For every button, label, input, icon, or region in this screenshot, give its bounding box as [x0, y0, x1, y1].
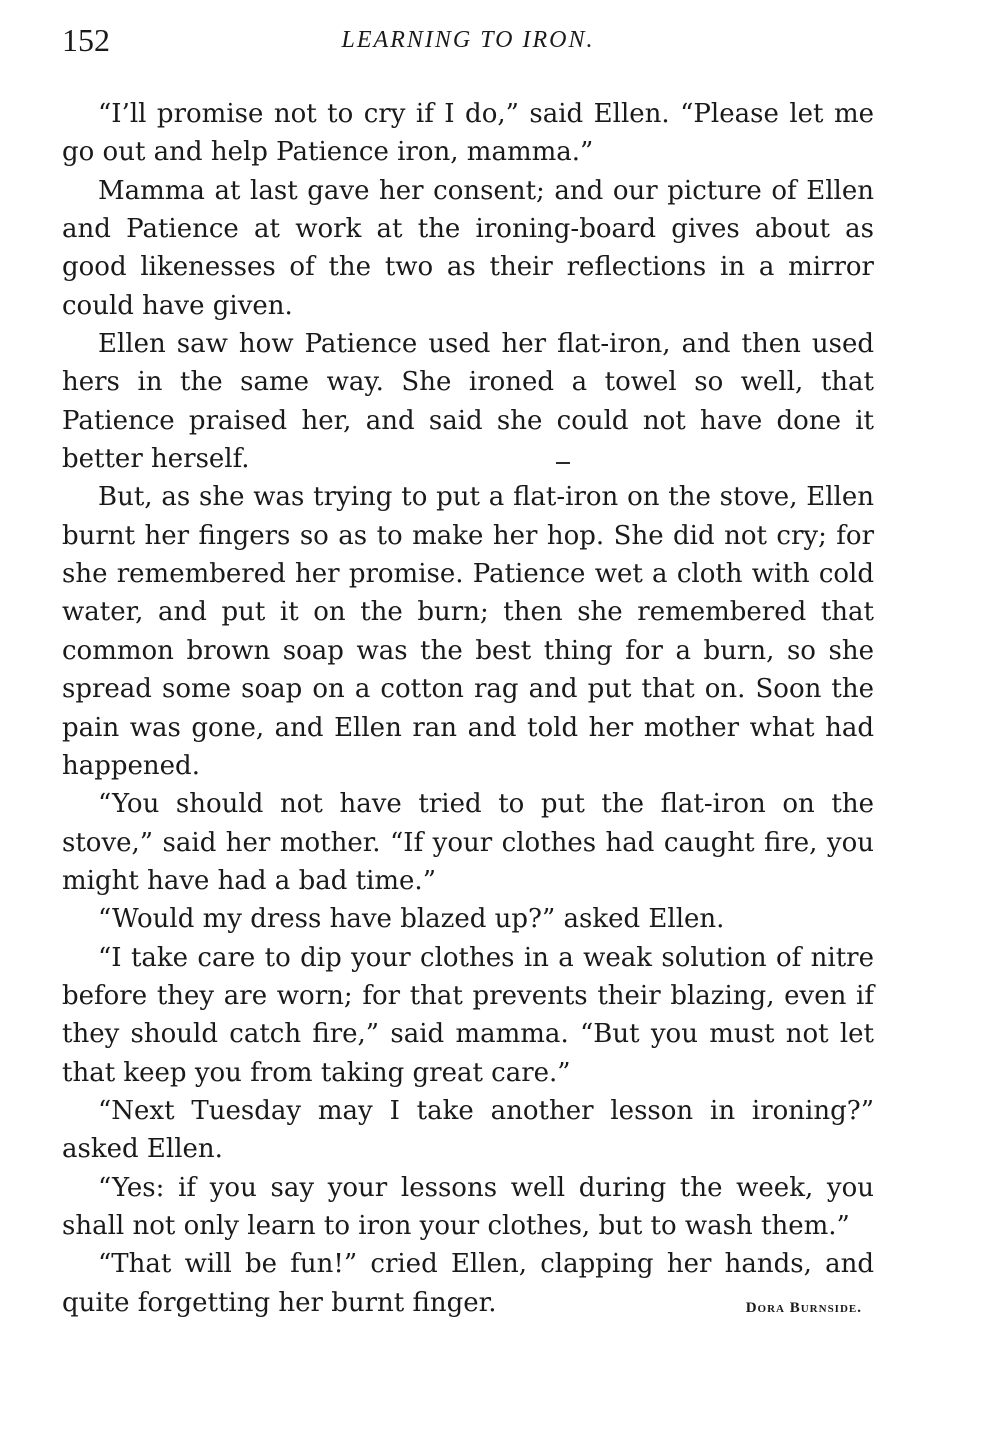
page-number: 152 [62, 22, 110, 58]
paragraph-6: “Would my dress have blazed up?” asked Ellen. [98, 904, 725, 935]
paragraph-2: Mamma at last gave her consent; and our picture of Ellen and Patience at work at the ironing-board gives about as good likenesses of the two as their reflections in a mirror could have given. [62, 175, 874, 321]
paragraph-3: Ellen saw how Patience used her flat-iron, and then used hers in the same way. She ironed a towel so well, that Patience praised her, and said she could not have done it better herself. [62, 329, 874, 475]
closing-paragraph-row [62, 1245, 874, 1322]
story-text [62, 95, 874, 1322]
paragraph-9: “Yes: if you say your lessons well during the week, you shall not only learn to iron your clothes, but to wash them.” [62, 1172, 874, 1241]
paragraph-5: “You should not have tried to put the flat-iron on the stove,” said her mother. “If your clothes had caught fire, you might have had a bad time.” [62, 789, 874, 896]
author-signature: Dora Burnside. [745, 1300, 862, 1316]
print-blemish [556, 462, 570, 464]
paragraph-10: “That will be fun!” cried Ellen, clapping her hands, and quite forgetting her burnt finger. [62, 1249, 874, 1318]
page-header [62, 18, 874, 62]
paragraph-7: “I take care to dip your clothes in a weak solution of nitre before they are worn; for that prevents their blazing, even if they should catch fire,” said mamma. “But you must not let that keep you from taking great care.” [62, 942, 874, 1088]
running-head: LEARNING TO IRON. [341, 27, 595, 53]
paragraph-4: But, as she was trying to put a flat-iron on the stove, Ellen burnt her fingers so as to make her hop. She did not cry; for she remembered her promise. Patience wet a cloth with cold water, and put it on the burn; then she remembered that common brown soap was the best thing for a burn, so she spread some soap on a cotton rag and put that on. Soon the pain was gone, and Ellen ran and told her mother what had happened. [62, 482, 874, 781]
paragraph-1: “I’ll promise not to cry if I do,” said Ellen. “Please let me go out and help Patience iron, mamma.” [62, 99, 874, 168]
paragraph-8: “Next Tuesday may I take another lesson in ironing?” asked Ellen. [62, 1095, 874, 1165]
